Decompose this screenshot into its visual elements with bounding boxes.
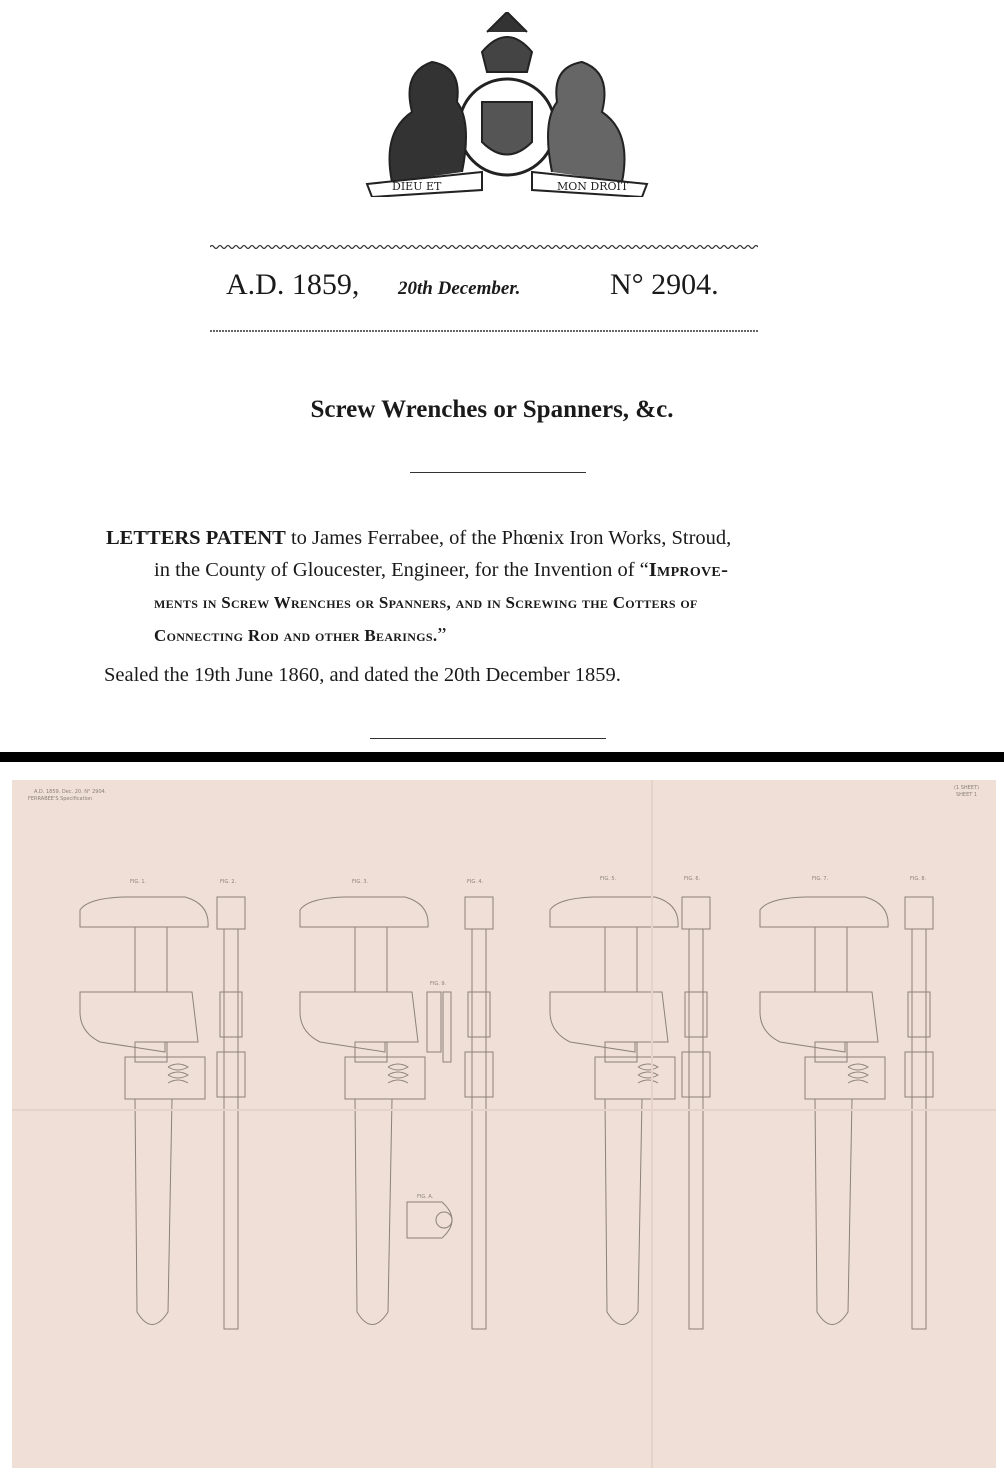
patent-date: 20th December. (398, 278, 521, 299)
separator-bar (0, 752, 1004, 762)
drawing-plate (12, 780, 996, 1468)
divider (410, 472, 586, 473)
text-line: to James Ferrabee, of the Phœnix Iron Works, Stroud, (285, 527, 732, 549)
sealed-date: Sealed the 19th June 1860, and dated the 20th December 1859. (104, 664, 621, 686)
figure-6 (682, 897, 710, 1329)
patent-year: A.D. 1859, (226, 268, 360, 301)
text-line: in the County of Gloucester, Engineer, for the Invention of “ (154, 559, 649, 581)
corner-label: FERRABEE'S Specification (28, 796, 93, 802)
fig-label: FIG. 1. (130, 879, 147, 885)
fig-label: FIG. 7. (812, 876, 829, 882)
corner-label: A.D. 1859. Dec. 20. N° 2904. (34, 789, 107, 795)
patent-title: Screw Wrenches or Spanners, &c. (310, 396, 674, 423)
letters-patent-paragraph (106, 522, 896, 652)
figure-9 (427, 992, 451, 1062)
figure-a (407, 1202, 452, 1238)
invention-title: Connecting Rod and other Bearings. (154, 626, 438, 645)
fig-label: FIG. 8. (910, 876, 927, 882)
corner-label: (1 SHEET) (954, 785, 979, 791)
invention-title: ments in Screw Wrenches or Spanners, and in Screwing the Cotters of (154, 593, 698, 612)
motto-right: MON DROIT (557, 180, 629, 193)
fig-label: FIG. A. (417, 1194, 434, 1200)
fig-label: FIG. 2. (220, 879, 237, 885)
wavy-rule-top (210, 244, 758, 250)
fig-label: FIG. 3. (352, 879, 369, 885)
fig-label: FIG. 5. (600, 876, 617, 882)
corner-label: SHEET 1 (956, 792, 978, 798)
figure-2 (217, 897, 245, 1329)
motto-left: DIEU ET (392, 180, 442, 193)
divider (370, 738, 606, 739)
patent-number: N° 2904. (610, 268, 719, 301)
figure-8 (905, 897, 933, 1329)
royal-coat-of-arms (362, 12, 652, 197)
letters-patent-lead: LETTERS PATENT (106, 527, 286, 549)
wavy-rule-bottom (210, 328, 758, 334)
quote-mark: ” (437, 624, 447, 646)
patent-header (226, 268, 746, 312)
fig-label: FIG. 6. (684, 876, 701, 882)
fig-label: FIG. 4. (467, 879, 484, 885)
invention-title: Improve- (648, 559, 729, 581)
fig-label: FIG. 9. (430, 981, 447, 987)
figure-4 (465, 897, 493, 1329)
